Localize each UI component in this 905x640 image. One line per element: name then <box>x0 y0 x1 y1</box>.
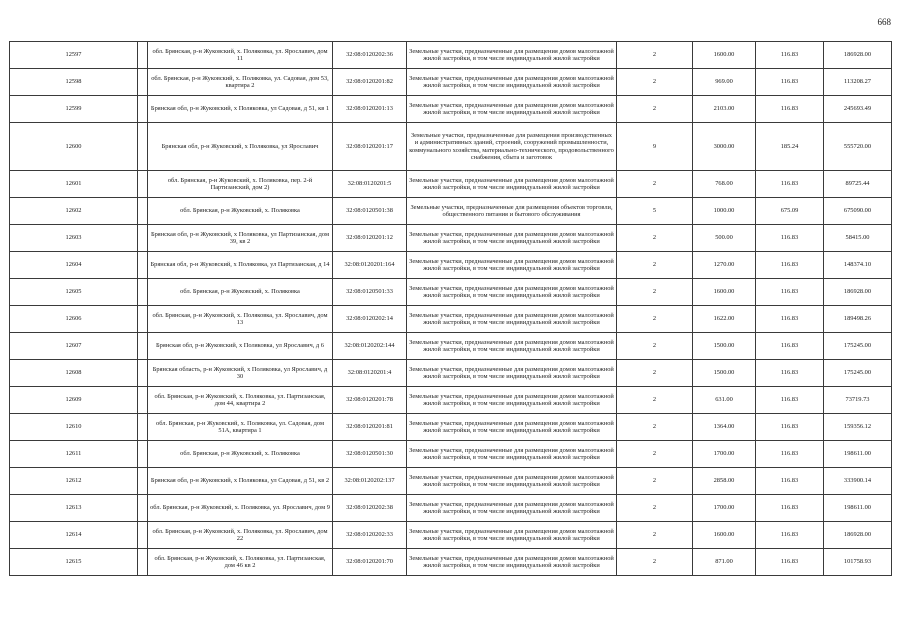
cadastral-number-cell: 32:08:0120202:38 <box>333 495 407 522</box>
cadastral-number-cell: 32:08:0120202:33 <box>333 522 407 549</box>
area-cell: 1000.00 <box>693 198 756 225</box>
land-use-cell: Земельные участки, предназначенные для размещения домов малоэтажной жилой застройки, в том числе индивидуальной жилой застройки <box>407 252 617 279</box>
cadastral-value-cell: 333900.14 <box>824 468 892 495</box>
empty-cell <box>138 414 148 441</box>
rate-cell: 116.83 <box>756 306 824 333</box>
cadastral-value-cell: 198611.00 <box>824 495 892 522</box>
cadastral-number-cell: 32:08:0120201:81 <box>333 414 407 441</box>
rate-cell: 185.24 <box>756 123 824 171</box>
address-cell: обл. Брянская, р-н Жуковский, х. Поляковка <box>148 198 333 225</box>
rate-cell: 116.83 <box>756 333 824 360</box>
address-cell: обл. Брянская, р-н Жуковский, х. Поляковка <box>148 441 333 468</box>
table-row <box>10 306 892 333</box>
area-cell: 2858.00 <box>693 468 756 495</box>
table-row <box>10 123 892 171</box>
row-number-cell: 12614 <box>10 522 138 549</box>
land-use-cell: Земельные участки, предназначенные для размещения домов малоэтажной жилой застройки, в том числе индивидуальной жилой застройки <box>407 171 617 198</box>
area-cell: 1500.00 <box>693 360 756 387</box>
empty-cell <box>138 522 148 549</box>
address-cell: обл. Брянская, р-н Жуковский, х. Поляковка <box>148 279 333 306</box>
group-cell: 5 <box>617 198 693 225</box>
rate-cell: 116.83 <box>756 360 824 387</box>
empty-cell <box>138 387 148 414</box>
empty-cell <box>138 306 148 333</box>
table-row <box>10 96 892 123</box>
empty-cell <box>138 495 148 522</box>
row-number-cell: 12598 <box>10 69 138 96</box>
empty-cell <box>138 468 148 495</box>
land-use-cell: Земельные участки, предназначенные для размещения производственных и административных зданий, строений, сооружений промышленности, коммунального хозяйства, материально-технического, продовольственного снабжения, сбыта и заготовок <box>407 123 617 171</box>
land-use-cell: Земельные участки, предназначенные для размещения домов малоэтажной жилой застройки, в том числе индивидуальной жилой застройки <box>407 42 617 69</box>
land-use-cell: Земельные участки, предназначенные для размещения домов малоэтажной жилой застройки, в том числе индивидуальной жилой застройки <box>407 306 617 333</box>
group-cell: 2 <box>617 252 693 279</box>
cadastral-number-cell: 32:08:0120201:5 <box>333 171 407 198</box>
cadastral-value-cell: 198611.00 <box>824 441 892 468</box>
rate-cell: 116.83 <box>756 468 824 495</box>
area-cell: 871.00 <box>693 549 756 576</box>
row-number-cell: 12610 <box>10 414 138 441</box>
cadastral-value-cell: 58415.00 <box>824 225 892 252</box>
land-use-cell: Земельные участки, предназначенные для размещения домов малоэтажной жилой застройки, в том числе индивидуальной жилой застройки <box>407 279 617 306</box>
address-cell: Брянская обл, р-н Жуковский, х Поляковка, ул Ярославич <box>148 123 333 171</box>
cadastral-number-cell: 32:08:0120202:36 <box>333 42 407 69</box>
area-cell: 2103.00 <box>693 96 756 123</box>
group-cell: 2 <box>617 468 693 495</box>
rate-cell: 116.83 <box>756 96 824 123</box>
cadastral-number-cell: 32:08:0120501:33 <box>333 279 407 306</box>
land-use-cell: Земельные участки, предназначенные для размещения домов малоэтажной жилой застройки, в том числе индивидуальной жилой застройки <box>407 387 617 414</box>
address-cell: обл. Брянская, р-н Жуковский, х. Поляковка, ул. Ярославич, дом 11 <box>148 42 333 69</box>
land-use-cell: Земельные участки, предназначенные для размещения домов малоэтажной жилой застройки, в том числе индивидуальной жилой застройки <box>407 414 617 441</box>
cadastral-value-cell: 89725.44 <box>824 171 892 198</box>
table-row <box>10 522 892 549</box>
empty-cell <box>138 441 148 468</box>
land-use-cell: Земельные участки, предназначенные для размещения домов малоэтажной жилой застройки, в том числе индивидуальной жилой застройки <box>407 468 617 495</box>
rate-cell: 116.83 <box>756 42 824 69</box>
cadastral-value-cell: 555720.00 <box>824 123 892 171</box>
cadastral-number-cell: 32:08:0120201:78 <box>333 387 407 414</box>
area-cell: 1364.00 <box>693 414 756 441</box>
row-number-cell: 12606 <box>10 306 138 333</box>
rate-cell: 116.83 <box>756 279 824 306</box>
cadastral-number-cell: 32:08:0120201:12 <box>333 225 407 252</box>
empty-cell <box>138 549 148 576</box>
row-number-cell: 12609 <box>10 387 138 414</box>
row-number-cell: 12597 <box>10 42 138 69</box>
area-cell: 631.00 <box>693 387 756 414</box>
rate-cell: 116.83 <box>756 171 824 198</box>
empty-cell <box>138 333 148 360</box>
address-cell: Брянская обл, р-н Жуковский, х Поляковка, ул Садовая, д 51, кв 2 <box>148 468 333 495</box>
cadastral-value-cell: 175245.00 <box>824 360 892 387</box>
row-number-cell: 12599 <box>10 96 138 123</box>
group-cell: 2 <box>617 333 693 360</box>
row-number-cell: 12607 <box>10 333 138 360</box>
table-row <box>10 225 892 252</box>
address-cell: Брянская обл, р-н Жуковский, х Поляковка, ул Партизанская, дом 39, кв 2 <box>148 225 333 252</box>
cadastral-value-cell: 159356.12 <box>824 414 892 441</box>
row-number-cell: 12613 <box>10 495 138 522</box>
group-cell: 9 <box>617 123 693 171</box>
table-row <box>10 42 892 69</box>
cadastral-value-cell: 245693.49 <box>824 96 892 123</box>
row-number-cell: 12604 <box>10 252 138 279</box>
group-cell: 2 <box>617 549 693 576</box>
empty-cell <box>138 69 148 96</box>
rate-cell: 116.83 <box>756 522 824 549</box>
address-cell: Брянская область, р-н Жуковский, х Поляковка, ул Ярославич, д 30 <box>148 360 333 387</box>
address-cell: обл. Брянская, р-н Жуковский, х. Поляковка, ул. Садовая, дом 51А, квартира 1 <box>148 414 333 441</box>
row-number-cell: 12605 <box>10 279 138 306</box>
table-row <box>10 69 892 96</box>
address-cell: Брянская обл, р-н Жуковский, х Поляковка, ул Партизанская, д 14 <box>148 252 333 279</box>
empty-cell <box>138 279 148 306</box>
cadastral-value-cell: 113208.27 <box>824 69 892 96</box>
group-cell: 2 <box>617 225 693 252</box>
row-number-cell: 12603 <box>10 225 138 252</box>
area-cell: 1622.00 <box>693 306 756 333</box>
cadastral-number-cell: 32:08:0120201:82 <box>333 69 407 96</box>
group-cell: 2 <box>617 522 693 549</box>
address-cell: обл. Брянская, р-н Жуковский, х. Поляковка, ул. Ярославич, дом 9 <box>148 495 333 522</box>
empty-cell <box>138 42 148 69</box>
area-cell: 1600.00 <box>693 42 756 69</box>
cadastral-number-cell: 32:08:0120202:144 <box>333 333 407 360</box>
cadastral-number-cell: 32:08:0120201:17 <box>333 123 407 171</box>
address-cell: обл. Брянская, р-н Жуковский, х. Поляковка, пер. 2-й Партизанский, дом 2) <box>148 171 333 198</box>
row-number-cell: 12600 <box>10 123 138 171</box>
cadastral-value-cell: 675090.00 <box>824 198 892 225</box>
rate-cell: 116.83 <box>756 225 824 252</box>
rate-cell: 116.83 <box>756 549 824 576</box>
cadastral-value-cell: 189498.26 <box>824 306 892 333</box>
cadastral-value-cell: 186928.00 <box>824 42 892 69</box>
group-cell: 2 <box>617 414 693 441</box>
address-cell: обл. Брянская, р-н Жуковский, х. Поляковка, ул. Партизанская, дом 44, квартира 2 <box>148 387 333 414</box>
area-cell: 1700.00 <box>693 441 756 468</box>
land-use-cell: Земельные участки, предназначенные для размещения домов малоэтажной жилой застройки, в том числе индивидуальной жилой застройки <box>407 522 617 549</box>
area-cell: 768.00 <box>693 171 756 198</box>
table-row <box>10 495 892 522</box>
rate-cell: 116.83 <box>756 252 824 279</box>
area-cell: 969.00 <box>693 69 756 96</box>
group-cell: 2 <box>617 96 693 123</box>
cadastral-number-cell: 32:08:0120501:30 <box>333 441 407 468</box>
row-number-cell: 12615 <box>10 549 138 576</box>
group-cell: 2 <box>617 387 693 414</box>
empty-cell <box>138 96 148 123</box>
row-number-cell: 12601 <box>10 171 138 198</box>
area-cell: 1700.00 <box>693 495 756 522</box>
land-use-cell: Земельные участки, предназначенные для размещения домов малоэтажной жилой застройки, в том числе индивидуальной жилой застройки <box>407 441 617 468</box>
group-cell: 2 <box>617 279 693 306</box>
cadastral-value-cell: 148374.10 <box>824 252 892 279</box>
land-use-cell: Земельные участки, предназначенные для размещения домов малоэтажной жилой застройки, в том числе индивидуальной жилой застройки <box>407 549 617 576</box>
table-row <box>10 387 892 414</box>
cadastral-number-cell: 32:08:0120201:70 <box>333 549 407 576</box>
land-use-cell: Земельные участки, предназначенные для размещения домов малоэтажной жилой застройки, в том числе индивидуальной жилой застройки <box>407 225 617 252</box>
row-number-cell: 12612 <box>10 468 138 495</box>
cadastral-value-cell: 101758.93 <box>824 549 892 576</box>
group-cell: 2 <box>617 171 693 198</box>
area-cell: 1600.00 <box>693 279 756 306</box>
cadastral-number-cell: 32:08:0120202:137 <box>333 468 407 495</box>
land-registry-table <box>9 41 892 576</box>
table-row <box>10 468 892 495</box>
address-cell: обл. Брянская, р-н Жуковский, х. Поляковка, ул. Ярославич, дом 22 <box>148 522 333 549</box>
land-use-cell: Земельные участки, предназначенные для размещения домов малоэтажной жилой застройки, в том числе индивидуальной жилой застройки <box>407 96 617 123</box>
group-cell: 2 <box>617 42 693 69</box>
land-use-cell: Земельные участки, предназначенные для размещения домов малоэтажной жилой застройки, в том числе индивидуальной жилой застройки <box>407 360 617 387</box>
address-cell: обл. Брянская, р-н Жуковский, х. Поляковка, ул. Партизанская, дом 46 кв 2 <box>148 549 333 576</box>
rate-cell: 675.09 <box>756 198 824 225</box>
table-row <box>10 549 892 576</box>
land-use-cell: Земельные участки, предназначенные для размещения домов малоэтажной жилой застройки, в том числе индивидуальной жилой застройки <box>407 69 617 96</box>
address-cell: Брянская обл, р-н Жуковский, х Поляковка, ул Ярославич, д 6 <box>148 333 333 360</box>
area-cell: 1500.00 <box>693 333 756 360</box>
rate-cell: 116.83 <box>756 441 824 468</box>
empty-cell <box>138 171 148 198</box>
group-cell: 2 <box>617 306 693 333</box>
rate-cell: 116.83 <box>756 69 824 96</box>
cadastral-number-cell: 32:08:0120201:13 <box>333 96 407 123</box>
area-cell: 3000.00 <box>693 123 756 171</box>
address-cell: Брянская обл, р-н Жуковский, х Поляковка, ул Садовая, д 51, кв 1 <box>148 96 333 123</box>
empty-cell <box>138 198 148 225</box>
group-cell: 2 <box>617 441 693 468</box>
group-cell: 2 <box>617 360 693 387</box>
row-number-cell: 12602 <box>10 198 138 225</box>
cadastral-value-cell: 73719.73 <box>824 387 892 414</box>
table-body <box>10 42 892 576</box>
rate-cell: 116.83 <box>756 495 824 522</box>
empty-cell <box>138 252 148 279</box>
land-use-cell: Земельные участки, предназначенные для размещения объектов торговли, общественного питания и бытового обслуживания <box>407 198 617 225</box>
group-cell: 2 <box>617 69 693 96</box>
cadastral-number-cell: 32:08:0120501:38 <box>333 198 407 225</box>
row-number-cell: 12611 <box>10 441 138 468</box>
empty-cell <box>138 360 148 387</box>
table-row <box>10 171 892 198</box>
area-cell: 1600.00 <box>693 522 756 549</box>
group-cell: 2 <box>617 495 693 522</box>
cadastral-value-cell: 186928.00 <box>824 522 892 549</box>
address-cell: обл. Брянская, р-н Жуковский, х. Поляковка, ул. Садовая, дом 53, квартира 2 <box>148 69 333 96</box>
table-row <box>10 333 892 360</box>
table-row <box>10 198 892 225</box>
table-row <box>10 360 892 387</box>
table-row <box>10 279 892 306</box>
land-use-cell: Земельные участки, предназначенные для размещения домов малоэтажной жилой застройки, в том числе индивидуальной жилой застройки <box>407 333 617 360</box>
row-number-cell: 12608 <box>10 360 138 387</box>
area-cell: 500.00 <box>693 225 756 252</box>
cadastral-value-cell: 175245.00 <box>824 333 892 360</box>
area-cell: 1270.00 <box>693 252 756 279</box>
table-row <box>10 414 892 441</box>
empty-cell <box>138 123 148 171</box>
rate-cell: 116.83 <box>756 387 824 414</box>
land-use-cell: Земельные участки, предназначенные для размещения домов малоэтажной жилой застройки, в том числе индивидуальной жилой застройки <box>407 495 617 522</box>
cadastral-value-cell: 186928.00 <box>824 279 892 306</box>
address-cell: обл. Брянская, р-н Жуковский, х. Поляковка, ул. Ярославич, дом 13 <box>148 306 333 333</box>
table-row <box>10 252 892 279</box>
table-row <box>10 441 892 468</box>
rate-cell: 116.83 <box>756 414 824 441</box>
cadastral-number-cell: 32:08:0120201:164 <box>333 252 407 279</box>
cadastral-number-cell: 32:08:0120202:14 <box>333 306 407 333</box>
cadastral-number-cell: 32:08:0120201:4 <box>333 360 407 387</box>
empty-cell <box>138 225 148 252</box>
page-number: 668 <box>877 17 891 27</box>
